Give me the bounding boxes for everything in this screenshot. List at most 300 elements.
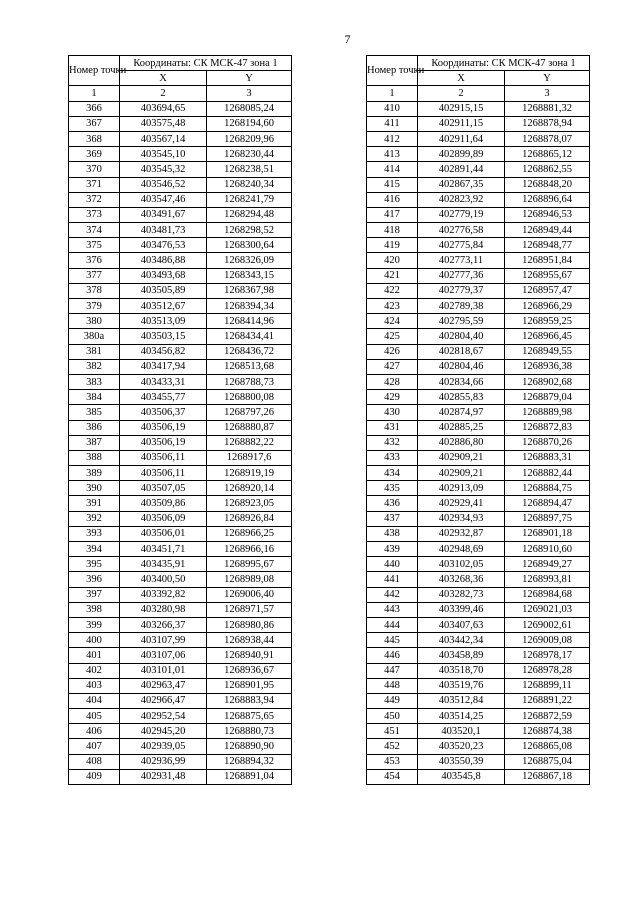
point-number-cell: 380а [69,329,120,344]
x-coordinate-cell: 403102,05 [418,557,505,572]
x-coordinate-cell: 402929,41 [418,496,505,511]
point-number-cell: 381 [69,344,120,359]
x-coordinate-cell: 402804,40 [418,329,505,344]
y-coordinate-cell: 1268194,60 [207,116,292,131]
table-row [367,663,590,678]
table-row [69,131,292,146]
x-coordinate-cell: 403491,67 [120,207,207,222]
table-row [367,268,590,283]
y-coordinate-cell: 1268300,64 [207,238,292,253]
x-coordinate-cell: 402834,66 [418,374,505,389]
x-coordinate-cell: 403486,88 [120,253,207,268]
y-coordinate-cell: 1268238,51 [207,162,292,177]
point-number-cell: 395 [69,557,120,572]
y-coordinate-cell: 1268848,20 [505,177,590,192]
y-coordinate-cell: 1268294,48 [207,207,292,222]
table-row [69,405,292,420]
point-number-cell: 403 [69,678,120,693]
point-number-cell: 409 [69,769,120,784]
y-coordinate-cell: 1268872,83 [505,420,590,435]
table-row [69,359,292,374]
table-row [69,223,292,238]
x-coordinate-cell: 402874,97 [418,405,505,420]
table-row [69,253,292,268]
point-number-cell: 450 [367,709,418,724]
x-coordinate-cell: 403417,94 [120,359,207,374]
table-row [69,572,292,587]
x-coordinate-cell: 403268,36 [418,572,505,587]
y-coordinate-cell: 1268966,25 [207,526,292,541]
point-number-cell: 366 [69,101,120,116]
point-number-cell: 368 [69,131,120,146]
y-coordinate-cell: 1268414,96 [207,314,292,329]
point-number-cell: 437 [367,511,418,526]
x-coordinate-cell: 403493,68 [120,268,207,283]
point-number-cell: 398 [69,602,120,617]
table-row [367,223,590,238]
y-coordinate-cell: 1268949,27 [505,557,590,572]
y-coordinate-cell: 1268959,25 [505,314,590,329]
table-row [367,101,590,116]
point-number-cell: 388 [69,450,120,465]
point-number-cell: 432 [367,435,418,450]
x-coordinate-cell: 402855,83 [418,390,505,405]
table-row [69,192,292,207]
y-coordinate-cell: 1268936,38 [505,359,590,374]
y-coordinate-cell: 1268901,18 [505,526,590,541]
y-coordinate-cell: 1268902,68 [505,374,590,389]
y-coordinate-cell: 1268326,09 [207,253,292,268]
table-row [69,344,292,359]
y-coordinate-cell: 1268978,17 [505,648,590,663]
x-coordinate-cell: 403455,77 [120,390,207,405]
y-coordinate-cell: 1268897,75 [505,511,590,526]
point-number-cell: 427 [367,359,418,374]
x-coordinate-cell: 403550,39 [418,754,505,769]
table-row [69,693,292,708]
table-row [69,238,292,253]
y-coordinate-cell: 1268880,73 [207,724,292,739]
table-row [367,481,590,496]
point-number-cell: 407 [69,739,120,754]
x-coordinate-cell: 402945,20 [120,724,207,739]
x-coordinate-cell: 402934,93 [418,511,505,526]
table-row [367,633,590,648]
x-coordinate-cell: 403567,14 [120,131,207,146]
table-row [367,466,590,481]
y-coordinate-cell: 1268882,22 [207,435,292,450]
y-coordinate-cell: 1268875,04 [505,754,590,769]
table-row [367,147,590,162]
point-number-cell: 379 [69,299,120,314]
y-coordinate-cell: 1268948,77 [505,238,590,253]
point-number-cell: 430 [367,405,418,420]
table-row [69,299,292,314]
table-row [367,299,590,314]
table-row [367,329,590,344]
point-number-cell: 415 [367,177,418,192]
table-row [367,754,590,769]
x-coordinate-cell: 403546,52 [120,177,207,192]
table-row [367,283,590,298]
y-coordinate-cell: 1268901,95 [207,678,292,693]
point-number-cell: 385 [69,405,120,420]
x-coordinate-cell: 402915,15 [418,101,505,116]
coordinates-table-left [68,55,292,785]
y-coordinate-cell: 1268946,53 [505,207,590,222]
y-coordinate-cell: 1268896,64 [505,192,590,207]
x-coordinate-cell: 403513,09 [120,314,207,329]
y-coordinate-cell: 1268891,22 [505,693,590,708]
table-row [367,420,590,435]
table-row [69,648,292,663]
table-row [69,435,292,450]
table-row [69,116,292,131]
y-coordinate-cell: 1268966,29 [505,299,590,314]
x-coordinate-cell: 403407,63 [418,617,505,632]
x-coordinate-cell: 403518,70 [418,663,505,678]
y-coordinate-cell: 1268894,32 [207,754,292,769]
point-number-cell: 412 [367,131,418,146]
x-coordinate-cell: 403545,8 [418,769,505,784]
x-coordinate-cell: 403433,31 [120,374,207,389]
table-row [367,587,590,602]
table-row [69,420,292,435]
y-coordinate-cell: 1268984,68 [505,587,590,602]
point-number-cell: 410 [367,101,418,116]
table-row [69,390,292,405]
table-row [367,496,590,511]
x-coordinate-cell: 402911,15 [418,116,505,131]
point-number-cell: 453 [367,754,418,769]
y-coordinate-cell: 1268920,14 [207,481,292,496]
point-number-cell: 367 [69,116,120,131]
x-coordinate-cell: 403506,37 [120,405,207,420]
table-row [367,177,590,192]
y-coordinate-cell: 1268230,44 [207,147,292,162]
point-number-cell: 440 [367,557,418,572]
y-coordinate-cell: 1268980,86 [207,617,292,632]
x-coordinate-cell: 403507,05 [120,481,207,496]
x-coordinate-cell: 402789,38 [418,299,505,314]
x-coordinate-cell: 403101,01 [120,663,207,678]
x-coordinate-cell: 402936,99 [120,754,207,769]
table-row [69,207,292,222]
point-number-cell: 444 [367,617,418,632]
table-row [69,709,292,724]
point-number-cell: 418 [367,223,418,238]
point-number-cell: 405 [69,709,120,724]
y-coordinate-cell: 1268966,16 [207,542,292,557]
y-coordinate-cell: 1268894,47 [505,496,590,511]
y-coordinate-cell: 1268800,08 [207,390,292,405]
x-coordinate-cell: 402775,84 [418,238,505,253]
table-row [69,177,292,192]
header-coordinates: Координаты: СК МСК-47 зона 1 [120,56,292,71]
table-row [69,450,292,465]
x-coordinate-cell: 403266,37 [120,617,207,632]
x-coordinate-cell: 402777,36 [418,268,505,283]
point-number-cell: 384 [69,390,120,405]
x-coordinate-cell: 403575,48 [120,116,207,131]
y-coordinate-cell: 1268879,04 [505,390,590,405]
x-coordinate-cell: 403456,82 [120,344,207,359]
y-coordinate-cell: 1268966,45 [505,329,590,344]
x-coordinate-cell: 403476,53 [120,238,207,253]
point-number-cell: 436 [367,496,418,511]
header-index-1: 1 [367,86,418,101]
point-number-cell: 448 [367,678,418,693]
header-index-2: 2 [418,86,505,101]
point-number-cell: 383 [69,374,120,389]
y-coordinate-cell: 1269021,03 [505,602,590,617]
y-coordinate-cell: 1268940,91 [207,648,292,663]
table-row [69,663,292,678]
y-coordinate-cell: 1268862,55 [505,162,590,177]
table-row [367,617,590,632]
x-coordinate-cell: 402867,35 [418,177,505,192]
y-coordinate-cell: 1268957,47 [505,283,590,298]
x-coordinate-cell: 403520,23 [418,739,505,754]
point-number-cell: 438 [367,526,418,541]
table-row [367,648,590,663]
table-row [69,162,292,177]
x-coordinate-cell: 402911,64 [418,131,505,146]
x-coordinate-cell: 403458,89 [418,648,505,663]
table-row [69,329,292,344]
y-coordinate-cell: 1269009,08 [505,633,590,648]
y-coordinate-cell: 1268874,38 [505,724,590,739]
table-row [69,511,292,526]
point-number-cell: 411 [367,116,418,131]
header-x: X [120,71,207,86]
x-coordinate-cell: 402909,21 [418,466,505,481]
x-coordinate-cell: 402966,47 [120,693,207,708]
x-coordinate-cell: 403107,06 [120,648,207,663]
table-row [367,390,590,405]
y-coordinate-cell: 1268882,44 [505,466,590,481]
x-coordinate-cell: 403506,01 [120,526,207,541]
y-coordinate-cell: 1268951,84 [505,253,590,268]
table-row [367,192,590,207]
y-coordinate-cell: 1268883,31 [505,450,590,465]
point-number-cell: 449 [367,693,418,708]
x-coordinate-cell: 403282,73 [418,587,505,602]
point-number-cell: 434 [367,466,418,481]
table-row [69,481,292,496]
point-number-cell: 419 [367,238,418,253]
x-coordinate-cell: 403505,89 [120,283,207,298]
point-number-cell: 445 [367,633,418,648]
x-coordinate-cell: 403519,76 [418,678,505,693]
table-row [69,268,292,283]
y-coordinate-cell: 1268899,11 [505,678,590,693]
point-number-cell: 372 [69,192,120,207]
y-coordinate-cell: 1269006,40 [207,587,292,602]
point-number-cell: 447 [367,663,418,678]
point-number-cell: 378 [69,283,120,298]
y-coordinate-cell: 1268949,55 [505,344,590,359]
point-number-cell: 392 [69,511,120,526]
x-coordinate-cell: 402963,47 [120,678,207,693]
point-number-cell: 369 [69,147,120,162]
point-number-cell: 428 [367,374,418,389]
y-coordinate-cell: 1268241,79 [207,192,292,207]
y-coordinate-cell: 1268209,96 [207,131,292,146]
x-coordinate-cell: 403280,98 [120,602,207,617]
table-row [367,557,590,572]
point-number-cell: 393 [69,526,120,541]
table-row [367,450,590,465]
table-row [367,131,590,146]
x-coordinate-cell: 402823,92 [418,192,505,207]
table-row [69,724,292,739]
table-row [367,405,590,420]
y-coordinate-cell: 1268938,44 [207,633,292,648]
table-row [367,678,590,693]
point-number-cell: 371 [69,177,120,192]
table-row [367,511,590,526]
x-coordinate-cell: 402891,44 [418,162,505,177]
x-coordinate-cell: 402932,87 [418,526,505,541]
y-coordinate-cell: 1268875,65 [207,709,292,724]
table-row [69,587,292,602]
point-number-cell: 373 [69,207,120,222]
table-row [69,374,292,389]
point-number-cell: 406 [69,724,120,739]
y-coordinate-cell: 1268878,94 [505,116,590,131]
header-index-1: 1 [69,86,120,101]
y-coordinate-cell: 1268436,72 [207,344,292,359]
x-coordinate-cell: 403512,67 [120,299,207,314]
point-number-cell: 389 [69,466,120,481]
point-number-cell: 422 [367,283,418,298]
y-coordinate-cell: 1268949,44 [505,223,590,238]
y-coordinate-cell: 1268910,60 [505,542,590,557]
x-coordinate-cell: 403399,46 [418,602,505,617]
y-coordinate-cell: 1268870,26 [505,435,590,450]
header-y: Y [505,71,590,86]
table-row [69,466,292,481]
point-number-cell: 417 [367,207,418,222]
point-number-cell: 382 [69,359,120,374]
y-coordinate-cell: 1268878,07 [505,131,590,146]
table-row [69,739,292,754]
point-number-cell: 391 [69,496,120,511]
x-coordinate-cell: 402804,46 [418,359,505,374]
point-number-cell: 374 [69,223,120,238]
x-coordinate-cell: 402779,37 [418,283,505,298]
y-coordinate-cell: 1268955,67 [505,268,590,283]
x-coordinate-cell: 403694,65 [120,101,207,116]
table-row [367,238,590,253]
table-row [367,374,590,389]
point-number-cell: 426 [367,344,418,359]
table-row [367,739,590,754]
point-number-cell: 397 [69,587,120,602]
table-row [69,754,292,769]
point-number-cell: 452 [367,739,418,754]
table-row [367,526,590,541]
point-number-cell: 425 [367,329,418,344]
x-coordinate-cell: 402931,48 [120,769,207,784]
table-row [69,101,292,116]
point-number-cell: 429 [367,390,418,405]
y-coordinate-cell: 1268865,12 [505,147,590,162]
x-coordinate-cell: 402913,09 [418,481,505,496]
y-coordinate-cell: 1268936,67 [207,663,292,678]
y-coordinate-cell: 1268989,08 [207,572,292,587]
point-number-cell: 387 [69,435,120,450]
point-number-cell: 439 [367,542,418,557]
point-number-cell: 451 [367,724,418,739]
x-coordinate-cell: 402886,80 [418,435,505,450]
point-number-cell: 420 [367,253,418,268]
table-row [69,769,292,784]
y-coordinate-cell: 1268298,52 [207,223,292,238]
header-point-number: Номер точки [367,56,418,86]
x-coordinate-cell: 402795,59 [418,314,505,329]
x-coordinate-cell: 403506,19 [120,435,207,450]
y-coordinate-cell: 1268884,75 [505,481,590,496]
x-coordinate-cell: 402818,67 [418,344,505,359]
table-row [367,542,590,557]
table-row [69,678,292,693]
point-number-cell: 399 [69,617,120,632]
x-coordinate-cell: 403400,50 [120,572,207,587]
point-number-cell: 408 [69,754,120,769]
y-coordinate-cell: 1268919,19 [207,466,292,481]
x-coordinate-cell: 403512,84 [418,693,505,708]
x-coordinate-cell: 403442,34 [418,633,505,648]
y-coordinate-cell: 1268788,73 [207,374,292,389]
x-coordinate-cell: 403435,91 [120,557,207,572]
table-row [367,344,590,359]
table-row [69,526,292,541]
x-coordinate-cell: 402939,05 [120,739,207,754]
point-number-cell: 414 [367,162,418,177]
x-coordinate-cell: 403509,86 [120,496,207,511]
y-coordinate-cell: 1268889,98 [505,405,590,420]
y-coordinate-cell: 1268434,41 [207,329,292,344]
y-coordinate-cell: 1268881,32 [505,101,590,116]
y-coordinate-cell: 1268883,94 [207,693,292,708]
point-number-cell: 454 [367,769,418,784]
y-coordinate-cell: 1268240,34 [207,177,292,192]
table-row [367,359,590,374]
x-coordinate-cell: 403506,19 [120,420,207,435]
x-coordinate-cell: 402776,58 [418,223,505,238]
x-coordinate-cell: 402952,54 [120,709,207,724]
x-coordinate-cell: 402779,19 [418,207,505,222]
point-number-cell: 402 [69,663,120,678]
point-number-cell: 380 [69,314,120,329]
point-number-cell: 401 [69,648,120,663]
y-coordinate-cell: 1268995,67 [207,557,292,572]
header-index-3: 3 [207,86,292,101]
point-number-cell: 441 [367,572,418,587]
x-coordinate-cell: 403481,73 [120,223,207,238]
table-row [69,283,292,298]
table-row [69,602,292,617]
point-number-cell: 443 [367,602,418,617]
point-number-cell: 375 [69,238,120,253]
x-coordinate-cell: 403451,71 [120,542,207,557]
point-number-cell: 446 [367,648,418,663]
x-coordinate-cell: 403545,32 [120,162,207,177]
y-coordinate-cell: 1268797,26 [207,405,292,420]
x-coordinate-cell: 403520,1 [418,724,505,739]
